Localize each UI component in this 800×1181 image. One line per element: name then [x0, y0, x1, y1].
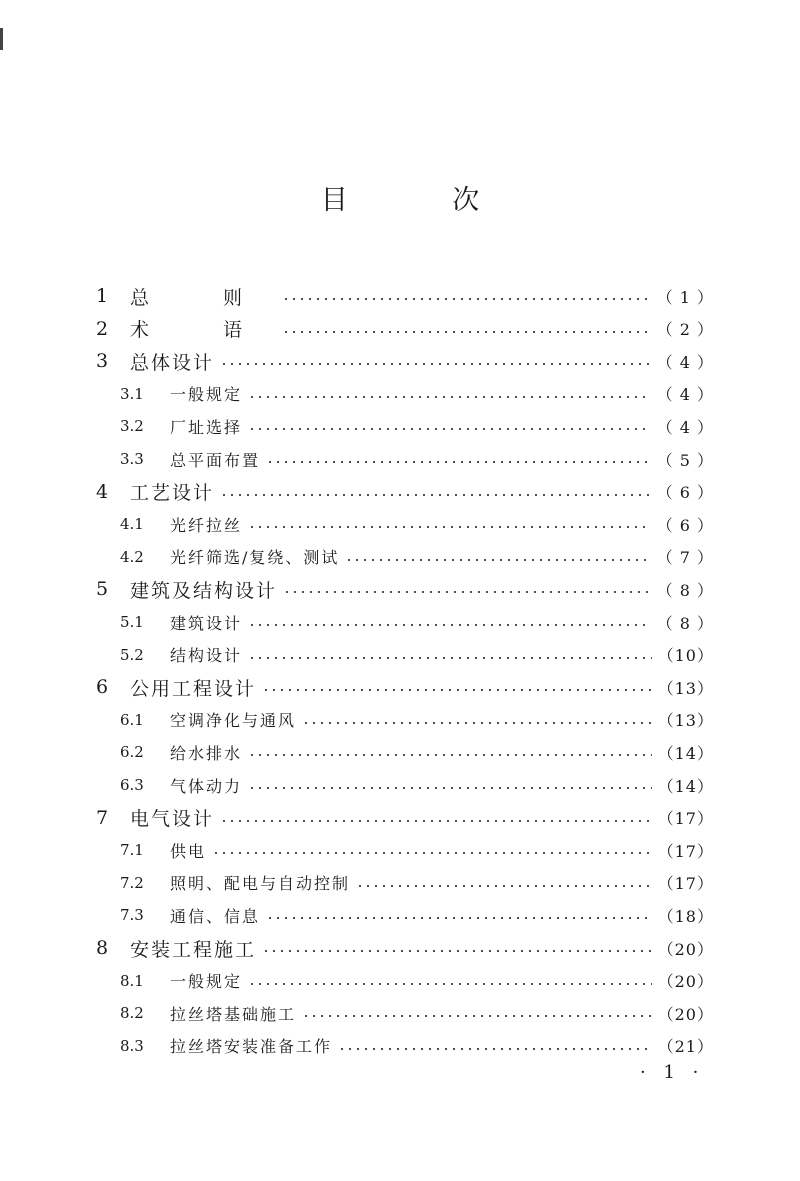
dot-leader	[338, 1048, 652, 1050]
toc-entry-title: 建筑设计	[170, 613, 243, 633]
toc-entry-title: 照明、配电与自动控制	[170, 874, 351, 894]
toc-chapter-row[interactable]	[96, 313, 714, 345]
page-number: · 1 ·	[640, 1062, 705, 1083]
toc-entry-title: 一般规定	[170, 385, 243, 405]
toc-entry-page: （20）	[657, 972, 714, 992]
toc-entry-page: （ 7 ）	[656, 548, 714, 568]
page-title: 目 次	[320, 185, 528, 216]
toc-section-row[interactable]	[96, 639, 714, 671]
toc-chapter-row[interactable]	[96, 932, 714, 964]
toc-entry-title: 空调净化与通风	[170, 711, 297, 731]
dot-leader	[248, 624, 651, 626]
toc-entry-title: 给水排水	[170, 743, 243, 763]
toc-section-row[interactable]	[96, 899, 714, 931]
toc-entry-page: （20）	[657, 1004, 714, 1024]
toc-section-row[interactable]	[96, 541, 714, 573]
toc-chapter-row[interactable]	[96, 573, 714, 605]
toc-entry-number: 7.2	[120, 873, 144, 892]
toc-entry-page: （ 8 ）	[656, 580, 714, 600]
dot-leader	[262, 689, 652, 691]
toc-entry-page: （20）	[657, 939, 714, 959]
scan-edge-mark	[0, 28, 3, 50]
dot-leader	[282, 298, 651, 300]
toc-entry-number: 3.2	[120, 417, 144, 436]
toc-entry-page: （17）	[657, 809, 714, 829]
toc-entry-page: （ 4 ）	[656, 417, 714, 437]
toc-entry-number: 3.1	[120, 384, 144, 403]
toc-entry-page: （13）	[657, 711, 714, 731]
toc-section-row[interactable]	[96, 378, 714, 410]
toc-entry-number: 3	[96, 350, 109, 373]
toc-entry-number: 7.1	[120, 841, 144, 860]
toc-entry-page: （21）	[657, 1037, 714, 1057]
dot-leader	[283, 591, 651, 593]
dot-leader	[220, 494, 651, 496]
dot-leader	[248, 396, 651, 398]
toc-entry-page: （17）	[657, 874, 714, 894]
toc-entry-number: 6.2	[120, 743, 144, 762]
dot-leader	[345, 559, 650, 561]
toc-entry-title: 总平面布置	[170, 450, 261, 470]
toc-entry-title: 结构设计	[170, 646, 243, 666]
toc-entry-number: 8.2	[120, 1004, 144, 1023]
toc-entry-page: （ 1 ）	[656, 287, 714, 307]
toc-entry-page: （ 5 ）	[656, 450, 714, 470]
toc-entry-number: 4.2	[120, 547, 144, 566]
dot-leader	[220, 363, 651, 365]
toc-entry-number: 5.2	[120, 645, 144, 664]
toc-section-row[interactable]	[96, 997, 714, 1029]
dot-leader	[248, 983, 652, 985]
dot-leader	[248, 657, 652, 659]
dot-leader	[266, 461, 651, 463]
toc-entry-number: 6.1	[120, 710, 144, 729]
toc-chapter-row[interactable]	[96, 345, 714, 377]
toc-entry-title: 供电	[170, 841, 207, 861]
toc-entry-title: 公用工程设计	[130, 677, 257, 700]
toc-entry-page: （14）	[657, 776, 714, 796]
toc-entry-number: 7.3	[120, 906, 144, 925]
toc-section-row[interactable]	[96, 769, 714, 801]
toc-entry-number: 4.1	[120, 515, 144, 534]
toc-section-row[interactable]	[96, 834, 714, 866]
toc-entry-page: （10）	[657, 646, 714, 666]
dot-leader	[212, 852, 652, 854]
toc-section-row[interactable]	[96, 508, 714, 540]
toc-entry-page: （ 4 ）	[656, 385, 714, 405]
dot-leader	[248, 526, 651, 528]
toc-entry-page: （ 4 ）	[656, 352, 714, 372]
toc-section-row[interactable]	[96, 867, 714, 899]
toc-entry-page: （14）	[657, 743, 714, 763]
toc-section-row[interactable]	[96, 1030, 714, 1062]
dot-leader	[248, 754, 652, 756]
toc-entry-number: 7	[96, 806, 109, 829]
toc-entry-page: （13）	[657, 678, 714, 698]
toc-entry-page: （ 8 ）	[656, 613, 714, 633]
toc-section-row[interactable]	[96, 736, 714, 768]
toc-entry-title: 建筑及结构设计	[130, 579, 278, 602]
toc-chapter-row[interactable]	[96, 671, 714, 703]
toc-entry-page: （17）	[657, 841, 714, 861]
toc-entry-number: 1	[96, 285, 109, 307]
dot-leader	[248, 428, 651, 430]
toc-entry-title: 气体动力	[170, 776, 243, 796]
dot-leader	[262, 950, 652, 952]
toc-entry-title: 术 语	[130, 319, 277, 342]
toc-section-row[interactable]	[96, 443, 714, 475]
toc-entry-number: 4	[96, 480, 109, 503]
toc-entry-title: 总 则	[130, 286, 277, 309]
dot-leader	[282, 331, 651, 333]
toc-entry-page: （ 2 ）	[656, 320, 714, 340]
toc-entry-title: 总体设计	[130, 351, 215, 374]
toc-entry-number: 6	[96, 676, 109, 699]
toc-section-row[interactable]	[96, 965, 714, 997]
toc-entry-title: 拉丝塔基础施工	[170, 1004, 297, 1024]
toc-entry-number: 3.3	[120, 450, 144, 468]
toc-chapter-row[interactable]	[96, 802, 714, 834]
toc-entry-title: 安装工程施工	[130, 938, 257, 961]
toc-section-row[interactable]	[96, 704, 714, 736]
toc-entry-page: （ 6 ）	[656, 515, 714, 535]
toc-entry-number: 2	[96, 317, 109, 340]
toc-chapter-row[interactable]	[96, 280, 714, 312]
toc-entry-title: 光纤筛选/复绕、测试	[170, 548, 340, 568]
dot-leader	[302, 722, 652, 724]
dot-leader	[248, 787, 652, 789]
dot-leader	[220, 820, 652, 822]
toc-entry-title: 工艺设计	[130, 482, 215, 505]
toc-chapter-row[interactable]	[96, 476, 714, 508]
toc-entry-title: 电气设计	[130, 808, 215, 831]
dot-leader	[266, 917, 652, 919]
toc-entry-title: 光纤拉丝	[170, 515, 243, 535]
toc-entry-number: 8.3	[120, 1036, 144, 1055]
dot-leader	[302, 1015, 652, 1017]
toc-entry-title: 厂址选择	[170, 417, 243, 437]
toc-entry-number: 6.3	[120, 776, 144, 794]
toc-entry-title: 拉丝塔安装准备工作	[170, 1037, 333, 1057]
toc-section-row[interactable]	[96, 606, 714, 638]
toc-entry-number: 8	[96, 937, 109, 959]
toc-entry-page: （18）	[657, 906, 714, 926]
toc-entry-number: 8.1	[120, 971, 144, 990]
dot-leader	[356, 885, 652, 887]
toc-entry-page: （ 6 ）	[656, 483, 714, 503]
toc-entry-number: 5.1	[120, 613, 144, 631]
toc-entry-title: 通信、信息	[170, 906, 261, 926]
toc-entry-title: 一般规定	[170, 972, 243, 992]
toc-section-row[interactable]	[96, 410, 714, 442]
toc-entry-number: 5	[96, 578, 109, 601]
